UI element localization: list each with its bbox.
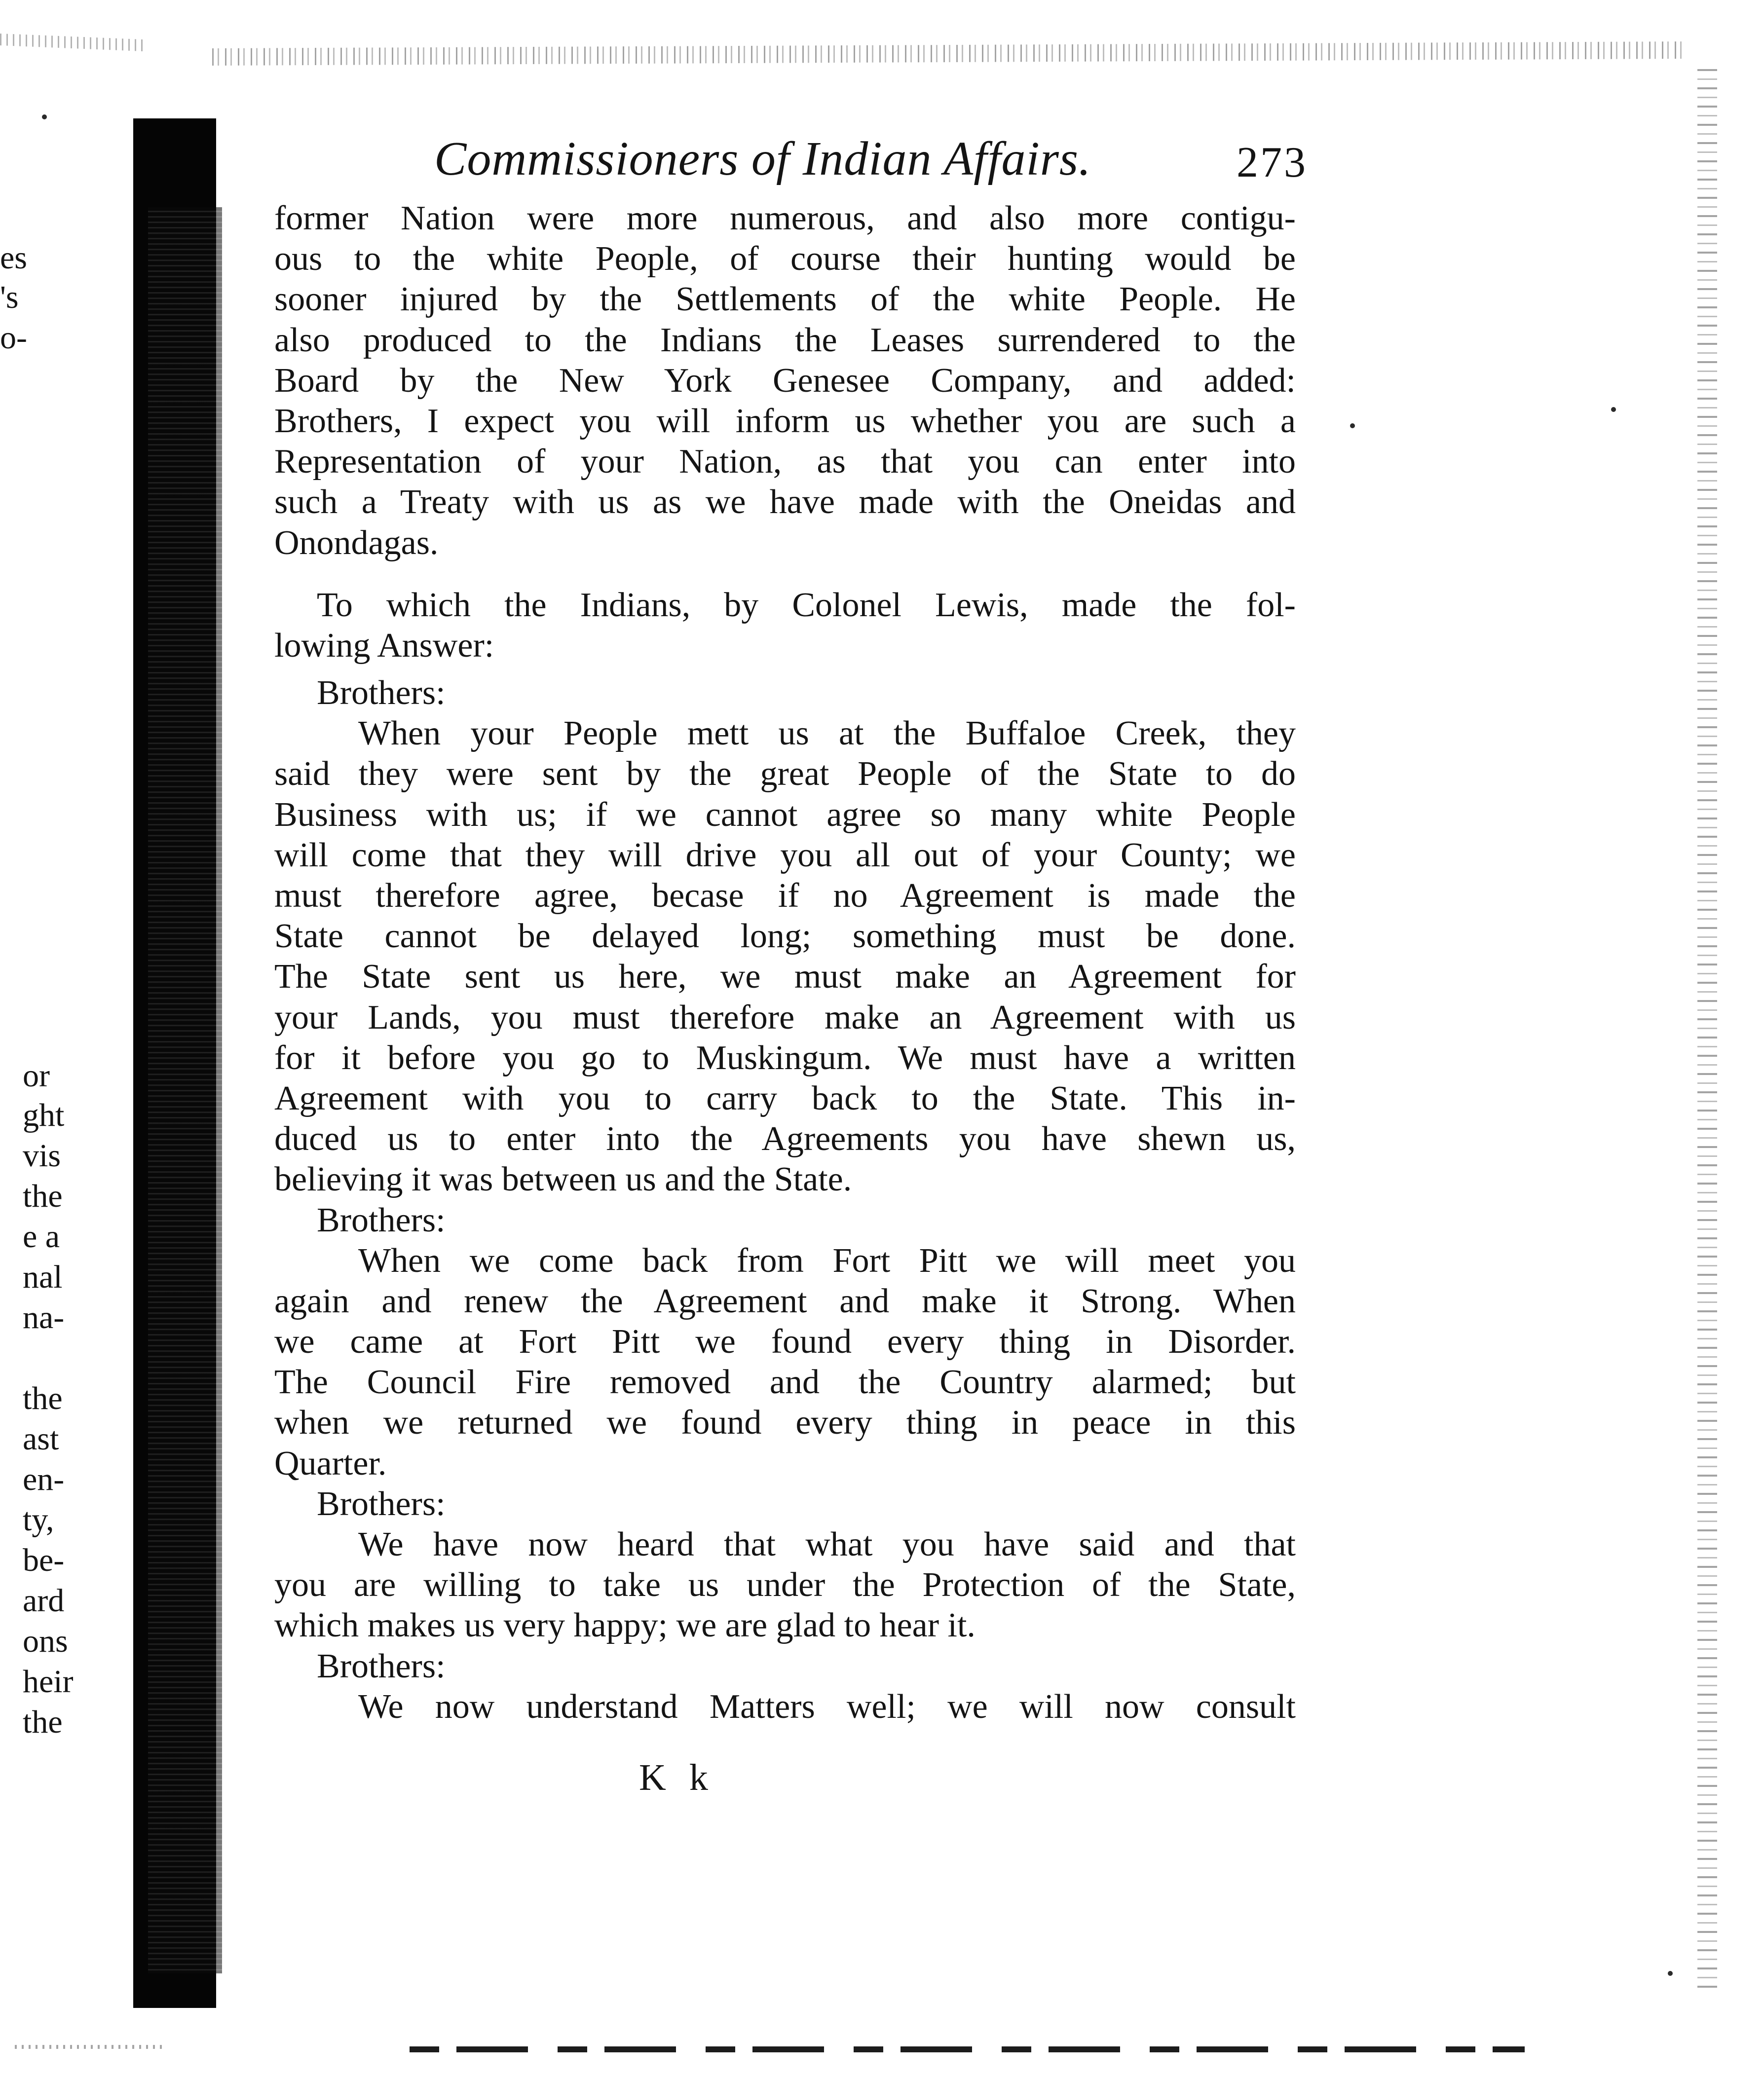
fragment-line: ons (23, 1623, 68, 1659)
paragraph-gap (274, 563, 1296, 585)
text-line: ous to the white People, of course their hunting would be (274, 240, 1296, 278)
text-line: duced us to enter into the Agreements you have shewn us, (274, 1120, 1296, 1158)
text-line: for it before you go to Muskingum. We must have a written (274, 1038, 1296, 1077)
speech-section (274, 673, 1296, 1200)
text-line: lowing Answer: (274, 626, 494, 665)
fragment-line: ty, (23, 1502, 54, 1538)
text-line: said they were sent by the great People of the State to do (274, 755, 1296, 793)
scan-edge-bottom (410, 2046, 1525, 2052)
paragraph-gap (274, 666, 1296, 673)
speech-section (274, 1200, 1296, 1484)
text-line: When we come back from Fort Pitt we will meet you (358, 1241, 1296, 1280)
salutation: Brothers: (317, 1201, 446, 1239)
text-line: will come that they will drive you all out of your County; we (274, 836, 1296, 874)
text-line: State cannot be delayed long; something must be done. (274, 917, 1296, 956)
text-line: sooner injured by the Settlements of the white People. He (274, 280, 1296, 319)
scan-speck (42, 114, 47, 119)
fragment-line: na- (23, 1299, 65, 1335)
text-line: your Lands, you must therefore make an Agreement with us (274, 998, 1296, 1037)
text-line: The Council Fire removed and the Country alarmed; but (274, 1363, 1296, 1402)
text-line: Board by the New York Genesee Company, and added: (274, 361, 1296, 400)
fragment-line: the (23, 1178, 63, 1214)
text-line: Business with us; if we cannot agree so many white People (274, 795, 1296, 834)
fragment-line: ght (23, 1097, 65, 1133)
text-line: again and renew the Agreement and make it Strong. When (274, 1282, 1296, 1320)
paragraph (274, 585, 1296, 666)
fragment-line: or (23, 1058, 50, 1094)
text-line: must therefore agree, becase if no Agreement is made the (274, 877, 1296, 915)
fragment-line: the (23, 1704, 63, 1740)
fragment-line: the (23, 1380, 63, 1416)
text-line: To which the Indians, by Colonel Lewis, made the fol- (317, 586, 1296, 624)
scan-speck (1350, 423, 1355, 428)
text-line: we came at Fort Pitt we found every thing in Disorder. (274, 1323, 1296, 1361)
page-number: 273 (1237, 139, 1308, 186)
fragment-line: be- (23, 1542, 65, 1578)
text-line: We have now heard that what you have said and that (358, 1525, 1296, 1563)
text-line: When your People mett us at the Buffaloe Creek, they (358, 714, 1296, 753)
fragment-line: vis (23, 1138, 61, 1174)
fragment-line: heir (23, 1664, 74, 1700)
paragraph (274, 198, 1296, 563)
fragment-line: e a (23, 1219, 60, 1255)
text-line: Representation of your Nation, as that you can enter into (274, 443, 1296, 481)
text-line: The State sent us here, we must make an Agreement for (274, 958, 1296, 996)
salutation: Brothers: (317, 1484, 446, 1523)
text-line: believing it was between us and the State. (274, 1160, 852, 1199)
scan-speck (1668, 1971, 1673, 1976)
signature-mark: K k (639, 1757, 715, 1798)
scan-edge-top-left (0, 25, 143, 54)
text-line: when we returned we found every thing in peace in this (274, 1404, 1296, 1442)
binding-gutter-texture (148, 207, 222, 1973)
salutation: Brothers: (317, 674, 446, 712)
text-line: Brothers, I expect you will inform us whether you are such a (274, 402, 1296, 440)
text-line: Onondagas. (274, 523, 439, 562)
fragment-line: o- (0, 320, 27, 356)
scan-edge-bottom-left (15, 2045, 163, 2049)
salutation: Brothers: (317, 1647, 446, 1685)
scan-speck (1611, 407, 1616, 412)
fragment-line: ast (23, 1421, 59, 1457)
text-line: such a Treaty with us as we have made with the Oneidas and (274, 483, 1296, 521)
text-line: Quarter. (274, 1444, 387, 1483)
page-body (274, 198, 1296, 1727)
fragment-line: en- (23, 1461, 65, 1497)
text-line: which makes us very happy; we are glad to hear it. (274, 1606, 976, 1645)
running-head-title: Commissioners of Indian Affairs. (434, 132, 1091, 185)
text-line: Agreement with you to carry back to the State. This in- (274, 1079, 1296, 1117)
text-line: We now understand Matters well; we will now consult (358, 1687, 1296, 1726)
speech-section (274, 1646, 1296, 1727)
scan-edge-right (1697, 69, 1717, 1993)
running-head (434, 129, 1308, 188)
fragment-line: 's (0, 279, 19, 315)
fragment-line: nal (23, 1259, 63, 1295)
fragment-line: ard (23, 1583, 65, 1619)
speech-section (274, 1484, 1296, 1646)
scan-edge-top (212, 35, 1683, 69)
text-line: you are willing to take us under the Protection of the State, (274, 1566, 1296, 1604)
fragment-line: es (0, 240, 27, 276)
text-line: also produced to the Indians the Leases surrendered to the (274, 321, 1296, 359)
text-line: former Nation were more numerous, and also more contigu- (274, 199, 1296, 237)
